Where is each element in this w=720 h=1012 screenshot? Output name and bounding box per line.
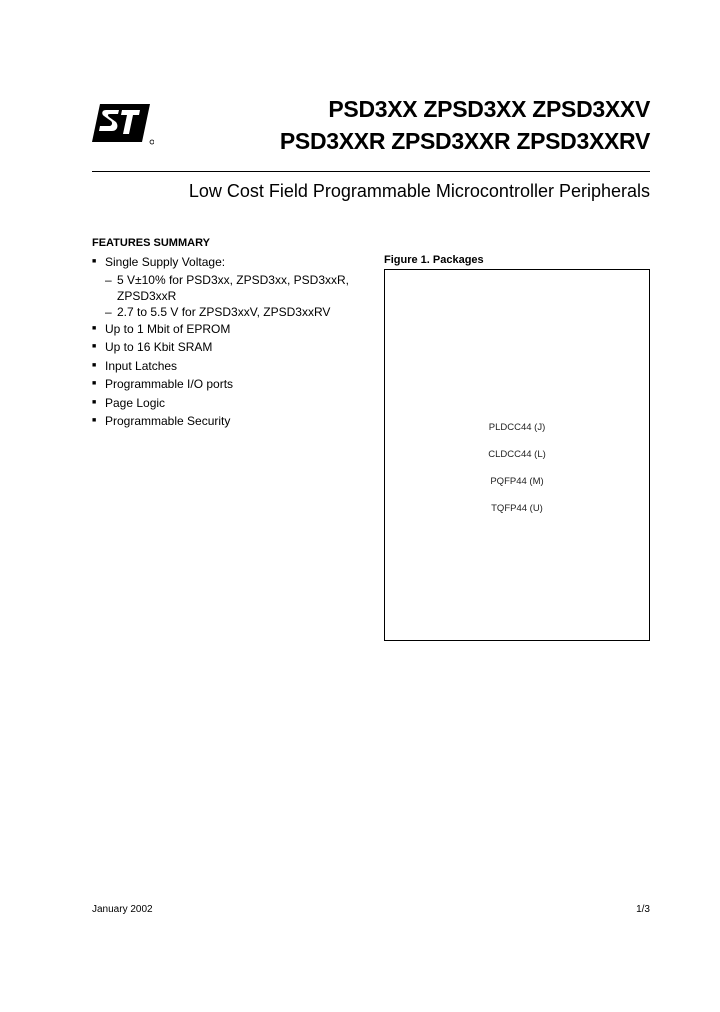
figure-box <box>384 269 650 641</box>
package-label: CLDCC44 (L) <box>488 449 546 460</box>
document-title <box>280 93 650 157</box>
package-label: PQFP44 (M) <box>490 476 544 487</box>
list-item-label: Page Logic <box>105 395 166 410</box>
package-label: TQFP44 (U) <box>491 503 543 514</box>
list-item-label: Up to 1 Mbit of EPROM <box>105 321 231 336</box>
figure-packages <box>384 254 650 641</box>
bullet-icon: ■ <box>92 258 97 265</box>
package-label: PLDCC44 (J) <box>488 422 546 433</box>
page-number: 1/3 <box>636 904 650 915</box>
features-summary <box>92 237 372 431</box>
figure-caption: Figure 1. Packages <box>384 254 484 266</box>
title-line-2: PSD3XXR ZPSD3XXR ZPSD3XXRV <box>279 128 650 154</box>
list-item <box>92 357 372 376</box>
bullet-icon: ■ <box>92 417 97 424</box>
list-item-label: Programmable I/O ports <box>105 377 234 391</box>
list-item-label: Single Supply Voltage: <box>105 255 226 269</box>
bullet-icon: ■ <box>92 361 97 369</box>
footer-date: January 2002 <box>92 904 153 915</box>
sub-list-item <box>92 304 372 320</box>
bullet-icon: ■ <box>92 343 97 350</box>
dash-icon: – <box>105 304 112 319</box>
document-subtitle: Low Cost Field Programmable Microcontroller Peripherals <box>188 181 650 201</box>
sub-list-item-label: 5 V±10% for PSD3xx, ZPSD3xx, PSD3xxR, ZPSD3xxR <box>117 272 349 303</box>
features-heading: FEATURES SUMMARY <box>92 237 210 249</box>
list-item <box>92 338 372 357</box>
bullet-icon: ■ <box>92 380 97 387</box>
package-list <box>385 414 649 522</box>
st-logo-icon <box>92 100 154 146</box>
bullet-icon: ■ <box>92 324 97 332</box>
list-item <box>92 320 372 339</box>
list-item <box>92 394 372 413</box>
sub-list-item-label: 2.7 to 5.5 V for ZPSD3xxV, ZPSD3xxRV <box>117 304 331 319</box>
dash-icon: – <box>105 272 112 287</box>
bullet-icon: ■ <box>92 398 97 406</box>
list-item <box>92 412 372 431</box>
list-item-label: Up to 16 Kbit SRAM <box>105 340 213 354</box>
title-rule <box>92 171 650 172</box>
list-item <box>92 253 372 272</box>
list-item-label: Input Latches <box>105 358 178 373</box>
title-line-1: PSD3XX ZPSD3XX ZPSD3XXV <box>328 96 650 122</box>
sub-list-item <box>92 272 372 304</box>
list-item <box>92 375 372 394</box>
list-item-label: Programmable Security <box>105 414 231 428</box>
